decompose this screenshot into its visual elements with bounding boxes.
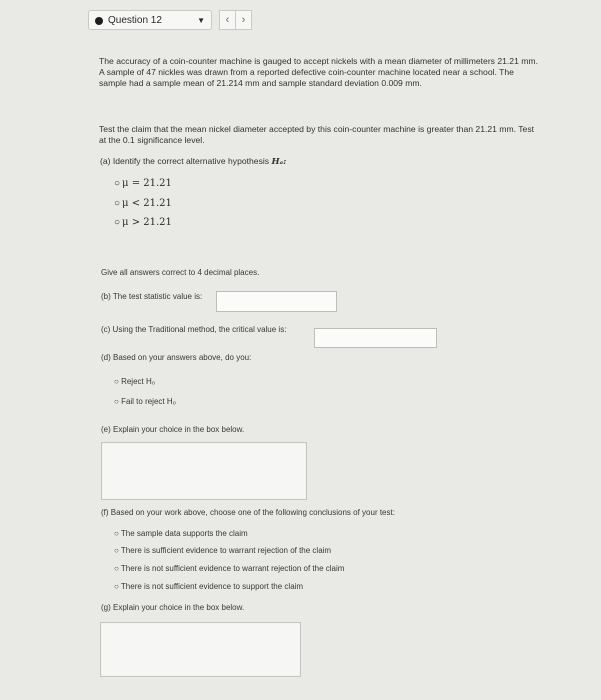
radio-icon[interactable]: ○	[114, 217, 121, 228]
chevron-left-icon: ‹	[225, 14, 230, 26]
explain-conclusion-textarea[interactable]	[100, 622, 301, 677]
radio-icon[interactable]: ○	[114, 546, 121, 555]
critical-value-input[interactable]	[314, 328, 437, 348]
radio-icon[interactable]: ○	[114, 529, 121, 538]
part-d-label: (d) Based on your answers above, do you:	[101, 353, 252, 362]
chevron-right-icon: ›	[241, 14, 246, 26]
part-f-option-3[interactable]: ○ There is not sufficient evidence to warrant rejection of the claim	[114, 564, 345, 573]
radio-icon[interactable]: ○	[114, 564, 121, 573]
part-f-option-4[interactable]: ○ There is not sufficient evidence to support the claim	[114, 582, 304, 591]
part-a-option-1[interactable]: ○ μ = 21.21	[114, 178, 172, 189]
next-question-button[interactable]	[235, 10, 252, 30]
problem-paragraph-1: The accuracy of a coin-counter machine is gauged to accept nickels with a mean diameter of millimeters 21.21 mm. A sample of 47 nickles was drawn from a reported defective coin-counter machine located near a school. The sample had a sample mean of 21.214 mm and sample standard deviation 0.009 mm.	[99, 56, 538, 88]
explain-choice-textarea[interactable]	[101, 442, 307, 500]
part-f-option-1[interactable]: ○ The sample data supports the claim	[114, 529, 248, 538]
question-label: Question 12	[108, 15, 162, 26]
radio-icon[interactable]: ○	[114, 198, 121, 209]
radio-icon[interactable]: ○	[114, 397, 122, 406]
radio-icon[interactable]: ○	[114, 178, 121, 189]
part-g-label: (g) Explain your choice in the box below.	[101, 603, 245, 612]
part-a-option-2[interactable]: ○ μ < 21.21	[114, 198, 172, 209]
decimals-note: Give all answers correct to 4 decimal places.	[101, 268, 260, 277]
part-c-label: (c) Using the Traditional method, the critical value is:	[101, 325, 287, 334]
part-d-option-fail[interactable]: ○ Fail to reject H₀	[114, 397, 176, 406]
problem-paragraph-2: Test the claim that the mean nickel diameter accepted by this coin-counter machine is greater than 21.21 mm. Test at the 0.1 significance level.	[99, 124, 534, 145]
part-a-option-3[interactable]: ○ μ > 21.21	[114, 217, 172, 228]
part-f-label: (f) Based on your work above, choose one of the following conclusions of your test:	[101, 508, 395, 517]
radio-icon[interactable]: ○	[114, 582, 121, 591]
test-statistic-input[interactable]	[216, 291, 337, 312]
part-a-prompt: (a) Identify the correct alternative hypothesis Hₐ:	[100, 156, 287, 167]
part-b-label: (b) The test statistic value is:	[101, 292, 203, 301]
part-d-option-reject[interactable]: ○ Reject H₀	[114, 377, 156, 386]
question-selector[interactable]	[88, 10, 212, 30]
radio-icon[interactable]: ○	[114, 377, 122, 386]
status-dot-icon	[95, 17, 103, 25]
caret-down-icon: ▼	[197, 16, 205, 25]
prev-question-button[interactable]	[219, 10, 236, 30]
part-e-label: (e) Explain your choice in the box below.	[101, 425, 245, 434]
part-f-option-2[interactable]: ○ There is sufficient evidence to warrant rejection of the claim	[114, 546, 332, 555]
alt-hypothesis-symbol: Hₐ:	[271, 157, 287, 167]
